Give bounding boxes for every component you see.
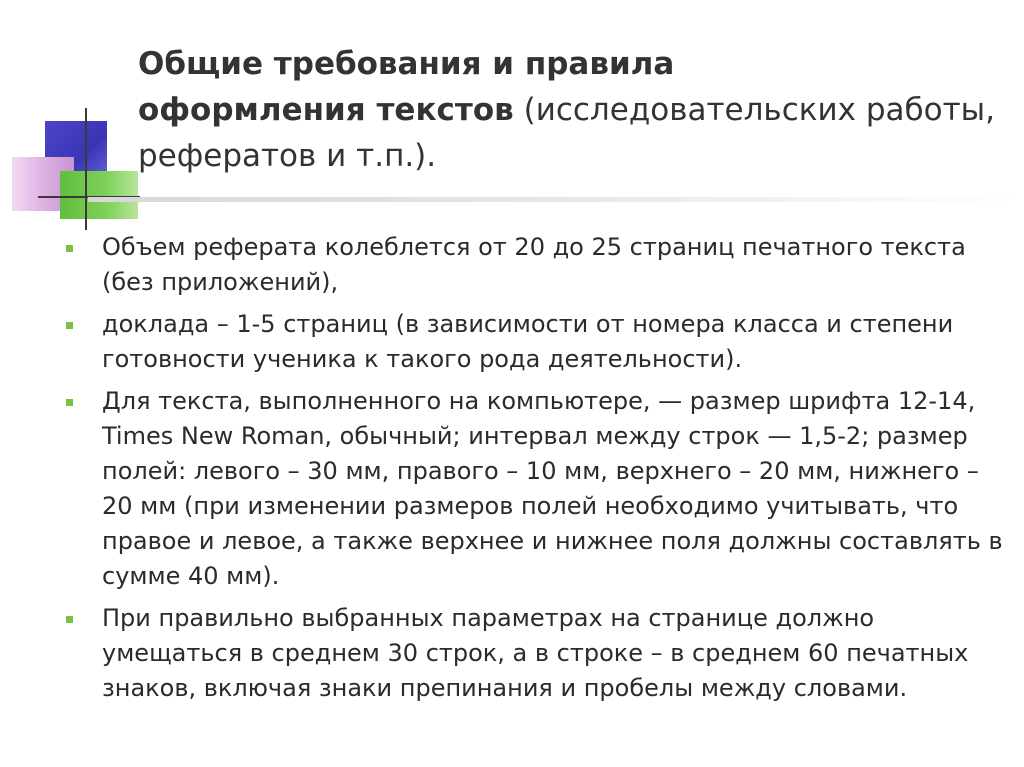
ornament-green-square [60, 171, 138, 219]
bullet-marker-icon [66, 616, 73, 623]
list-item-text: Объем реферата колеблется от 20 до 25 страниц печатного текста (без приложений), [102, 233, 966, 296]
title-bold-line1: Общие требования и правила [138, 46, 675, 82]
title-normal-rest: (исследовательских работы, рефератов и т.п.). [138, 92, 995, 174]
list-item-text: При правильно выбранных параметрах на странице должно умещаться в среднем 30 строк, а в строке – в среднем 60 печатных знаков, включая знаки препинания и пробелы между словами. [102, 604, 969, 702]
list-item [66, 307, 1006, 377]
list-item [66, 601, 1006, 706]
list-item-text: доклада – 1-5 страниц (в зависимости от номера класса и степени готовности ученика к такого рода деятельности). [102, 310, 954, 373]
ornament-vertical-line [85, 108, 87, 230]
list-item-text: Для текста, выполненного на компьютере, — размер шрифта 12-14, Times New Roman, обычный; интервал между строк — 1,5-2; размер полей: левого – 30 мм, правого – 10 мм, верхнего – 20 мм, нижнего – 20 мм (при изменении размеров полей необходимо учитывать, что правое и левое, а также верхнее и нижнее поля должны составлять в сумме 40 мм). [102, 387, 1003, 590]
slide-title [138, 41, 998, 179]
bullet-list [66, 230, 1006, 713]
decorative-corner-ornament [0, 0, 140, 230]
title-bold-line2: оформления текстов [138, 92, 514, 128]
title-divider [88, 197, 1018, 202]
list-item [66, 384, 1006, 594]
bullet-marker-icon [66, 399, 73, 406]
list-item [66, 230, 1006, 300]
bullet-marker-icon [66, 245, 73, 252]
bullet-marker-icon [66, 322, 73, 329]
